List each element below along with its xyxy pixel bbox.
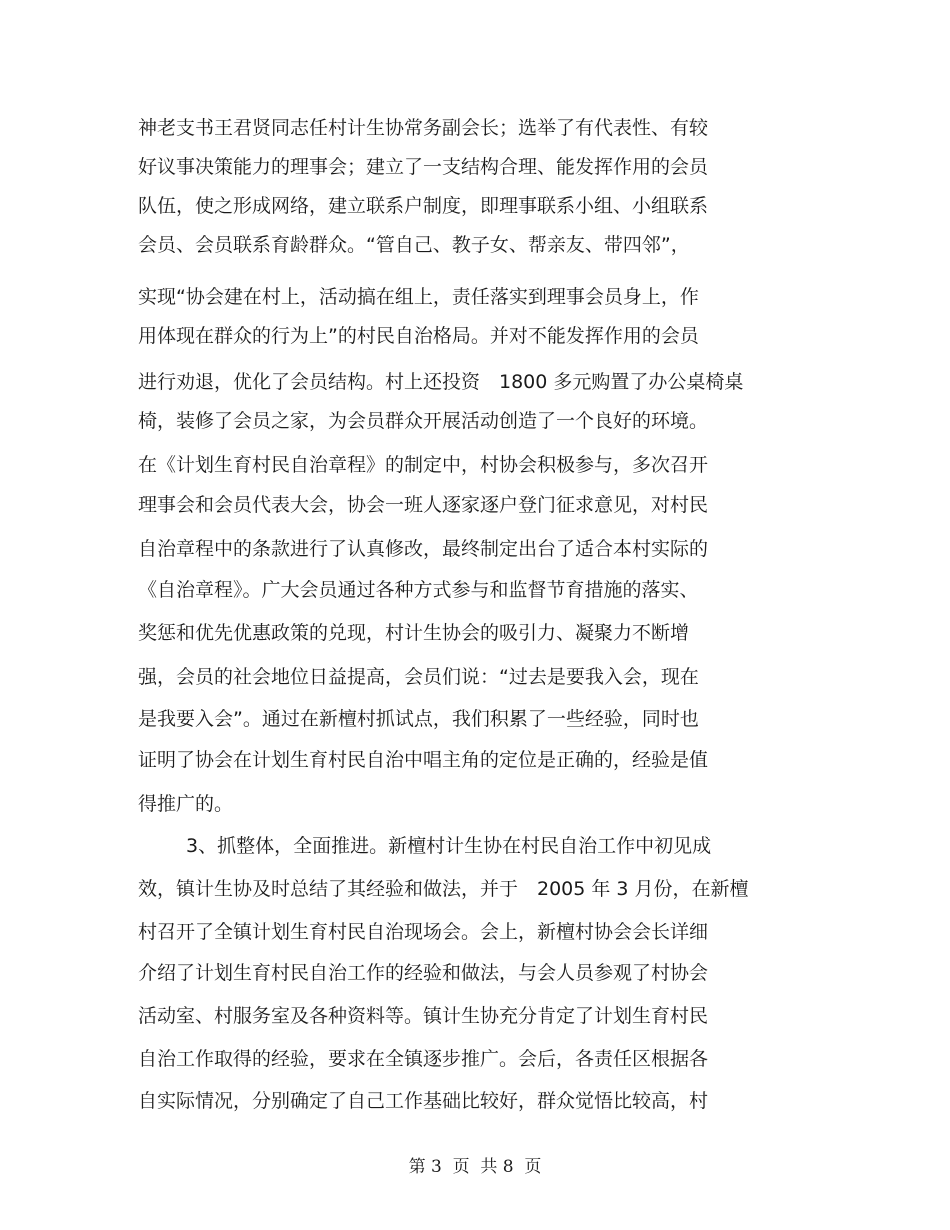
text-line: 会员、会员联系育龄群众。“管自己、教子女、帮亲友、带四邻”， — [138, 234, 690, 256]
text-line: 得推广的。 — [138, 793, 234, 815]
text-line: 证明了协会在计划生育村民自治中唱主角的定位是正确的，经验是值 — [138, 749, 709, 771]
text-line: 用体现在群众的行为上”的村民自治格局。并对不能发挥作用的会员 — [138, 325, 699, 347]
text-line: 强，会员的社会地位日益提高，会员们说：“过去是要我入会，现在 — [138, 666, 699, 688]
text-line: 活动室、村服务室及各种资料等。镇计生协充分肯定了计划生育村民 — [138, 1005, 709, 1027]
text-line: 奖惩和优先优惠政策的兑现，村计生协会的吸引力、凝聚力不断增 — [138, 622, 690, 644]
text-line: 进行劝退，优化了会员结构。村上还投资 1800 多元购置了办公桌椅桌 — [138, 371, 744, 393]
text-line: 介绍了计划生育村民自治工作的经验和做法，与会人员参观了村协会 — [138, 962, 709, 984]
text-line: 理事会和会员代表大会，协会一班人逐家逐户登门征求意见，对村民 — [138, 494, 709, 516]
text-line: 椅，装修了会员之家，为会员群众开展活动创造了一个良好的环境。 — [138, 410, 709, 432]
text-line: 好议事决策能力的理事会；建立了一支结构合理、能发挥作用的会员 — [138, 156, 709, 178]
text-line: 实现“协会建在村上，活动搞在组上，责任落实到理事会员身上，作 — [138, 286, 699, 308]
text-line: 队伍，使之形成网络，建立联系户制度，即理事联系小组、小组联系 — [138, 195, 709, 217]
text-line: 村召开了全镇计划生育村民自治现场会。会上，新檀村协会会长详细 — [138, 921, 709, 943]
text-line: 是我要入会”。通过在新檀村抓试点，我们积累了一些经验，同时也 — [138, 708, 699, 730]
text-line: 在《计划生育村民自治章程》的制定中，村协会积极参与，多次召开 — [138, 454, 709, 476]
text-line: 自治章程中的条款进行了认真修改，最终制定出台了适合本村实际的 — [138, 538, 709, 560]
text-line: 效，镇计生协及时总结了其经验和做法，并于 2005 年 3 月份，在新檀 — [138, 878, 749, 900]
text-line: 自实际情况，分别确定了自己工作基础比较好，群众觉悟比较高，村 — [138, 1090, 709, 1112]
page-footer: 第 3 页 共 8 页 — [408, 1157, 542, 1177]
paragraph-first-line: 3、抓整体，全面推进。新檀村计生协在村民自治工作中初见成 — [186, 835, 712, 857]
text-line: 《自治章程》。广大会员通过各种方式参与和监督节育措施的落实、 — [138, 579, 699, 601]
text-line: 自治工作取得的经验，要求在全镇逐步推广。会后，各责任区根据各 — [138, 1048, 709, 1070]
text-line: 神老支书王君贤同志任村计生协常务副会长；选举了有代表性、有较 — [138, 117, 709, 139]
